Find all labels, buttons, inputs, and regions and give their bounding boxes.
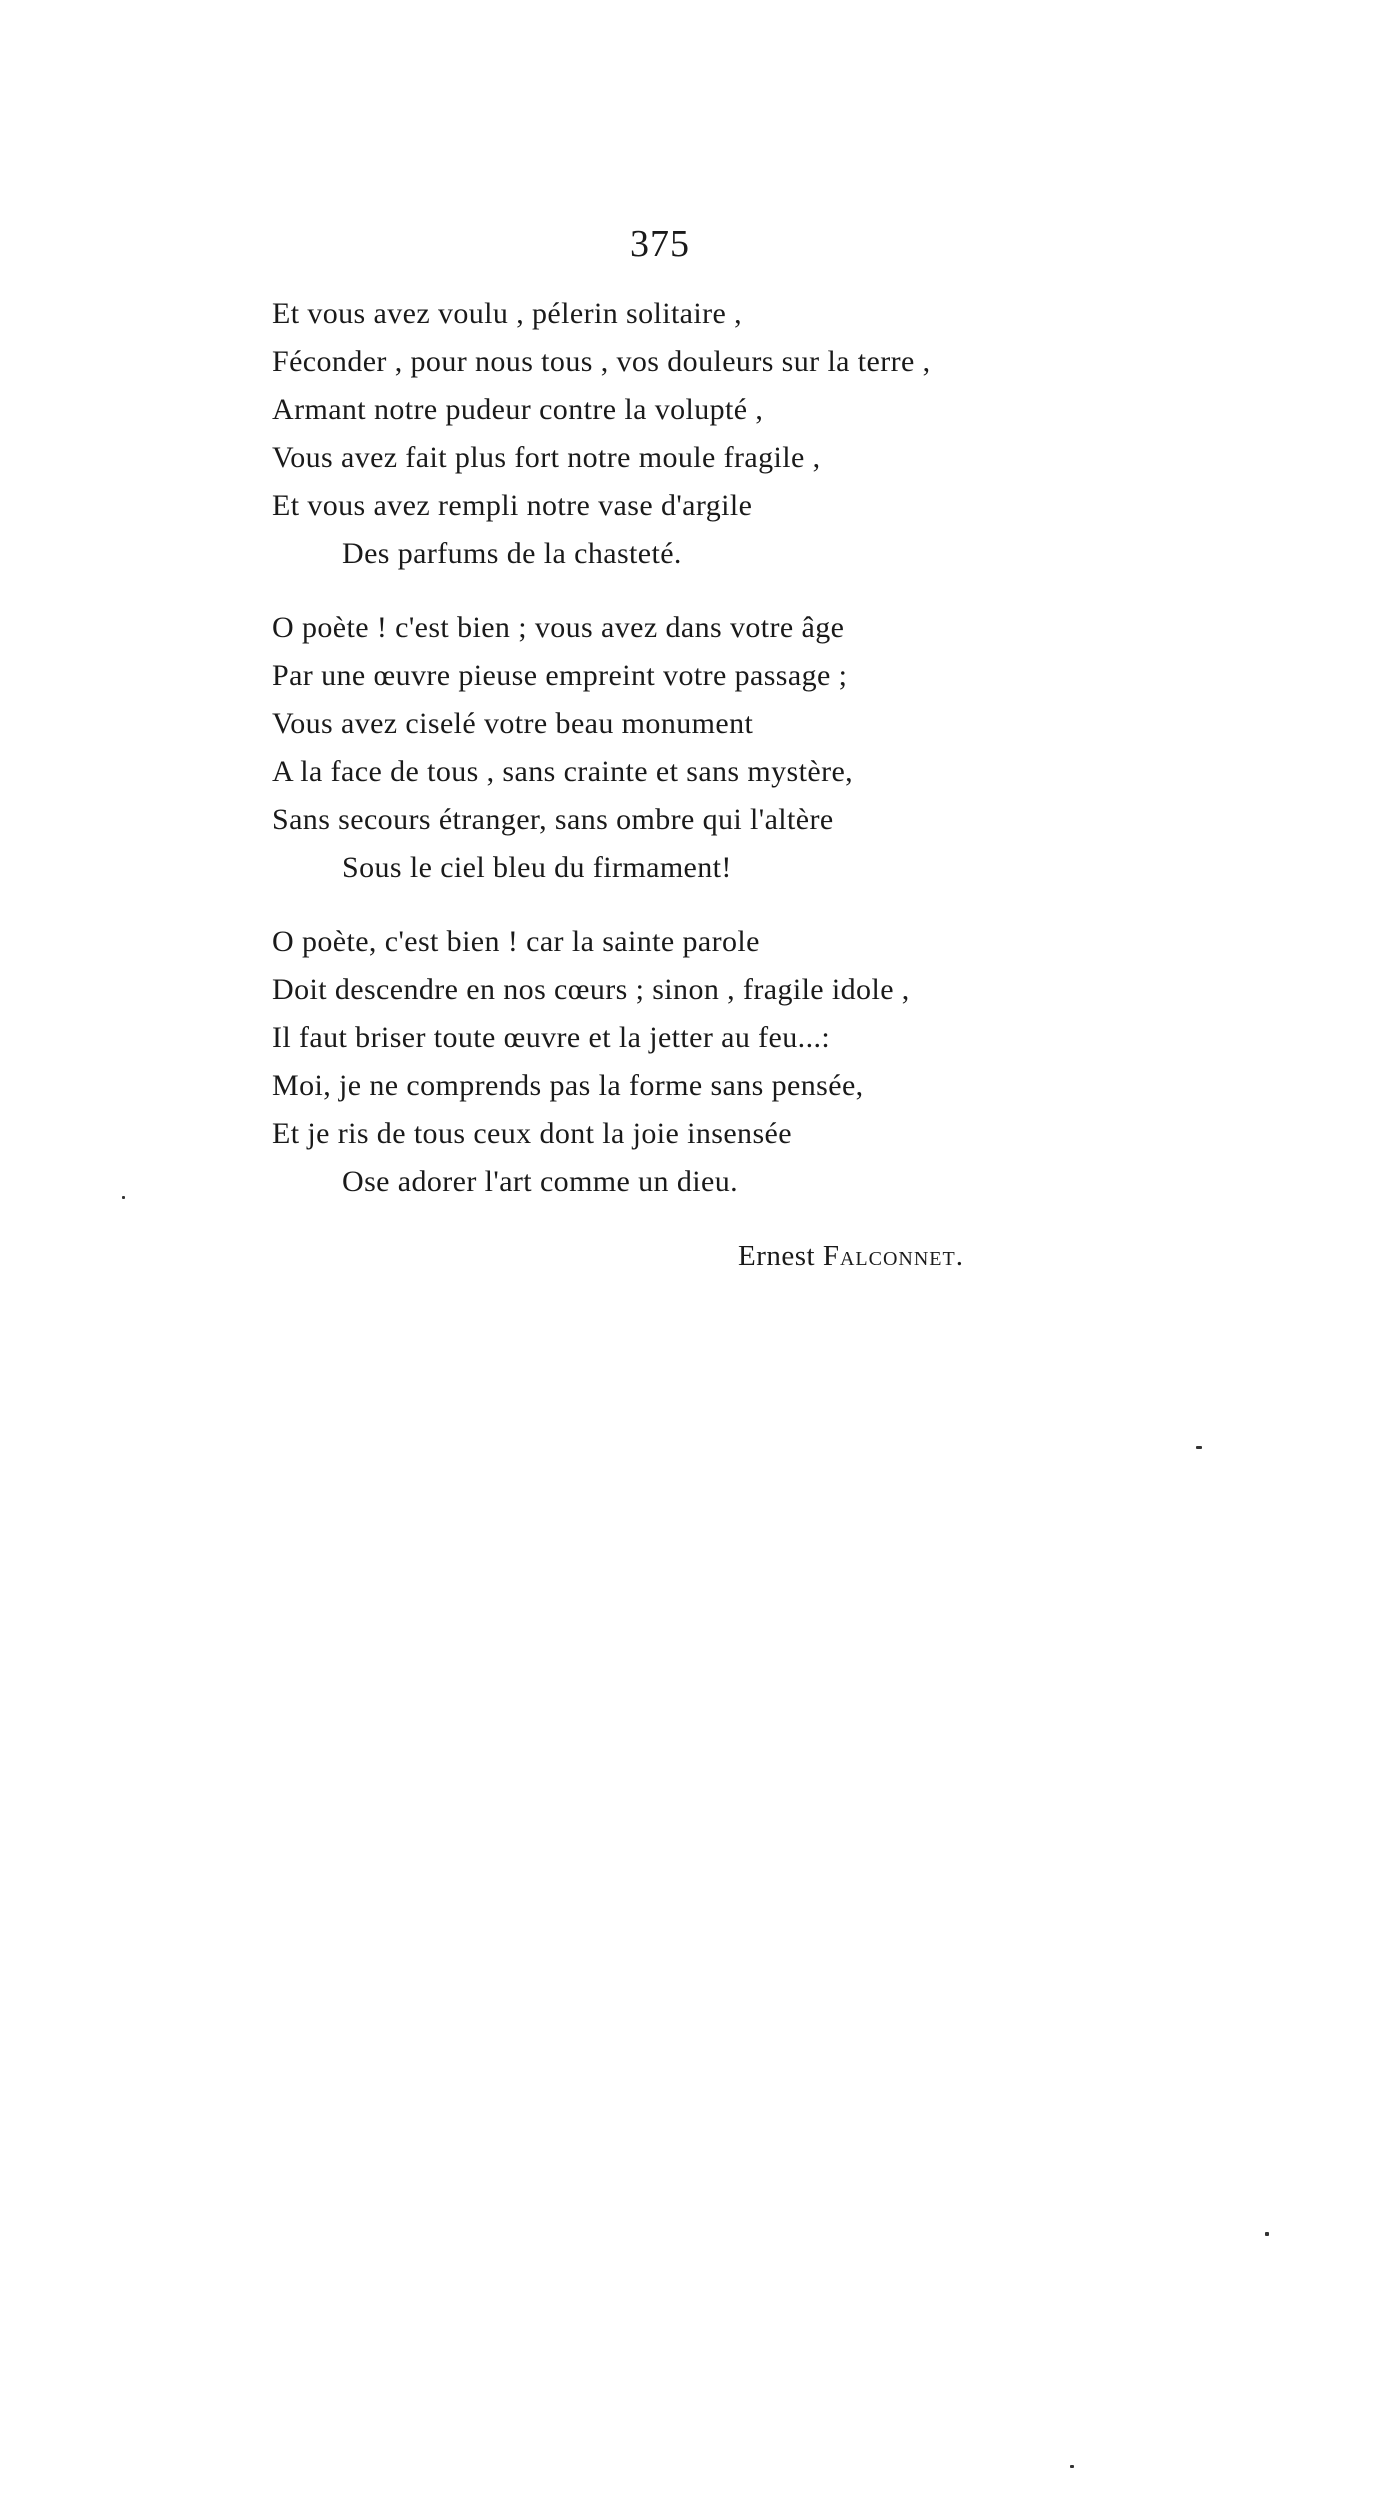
author-surname: Falconnet. xyxy=(822,1240,964,1272)
verse-line: Moi, je ne comprends pas la forme sans pensée, xyxy=(272,1069,864,1102)
verse-line: Et vous avez voulu , pélerin solitaire , xyxy=(272,297,743,330)
author-signature xyxy=(738,1232,964,1280)
stanza-2 xyxy=(272,604,1272,892)
verse-line: A la face de tous , sans crainte et sans mystère, xyxy=(272,755,854,788)
verse-line-indented: Des parfums de la chasteté. xyxy=(342,537,682,570)
verse-line: O poète, c'est bien ! car la sainte parole xyxy=(272,925,760,958)
verse-line-indented: Ose adorer l'art comme un dieu. xyxy=(342,1165,738,1198)
scan-speck xyxy=(1070,2465,1074,2468)
verse-line: Par une œuvre pieuse empreint votre passage ; xyxy=(272,659,848,692)
stanza-3 xyxy=(272,918,1272,1206)
verse-line: Et vous avez rempli notre vase d'argile xyxy=(272,489,753,522)
verse-line: Et je ris de tous ceux dont la joie insensée xyxy=(272,1117,792,1150)
verse-line: Sans secours étranger, sans ombre qui l'altère xyxy=(272,803,834,836)
author-first-name: Ernest xyxy=(738,1240,816,1272)
verse-line: O poète ! c'est bien ; vous avez dans votre âge xyxy=(272,611,845,644)
verse-line-indented: Sous le ciel bleu du firmament! xyxy=(342,851,732,884)
verse-line: Doit descendre en nos cœurs ; sinon , fragile idole , xyxy=(272,973,910,1006)
page-number: 375 xyxy=(630,223,690,265)
verse-line: Vous avez ciselé votre beau monument xyxy=(272,707,754,740)
poem xyxy=(272,290,1272,1232)
scan-speck xyxy=(1265,2232,1269,2236)
verse-line: Armant notre pudeur contre la volupté , xyxy=(272,393,764,426)
stanza-1 xyxy=(272,290,1272,578)
verse-line: Il faut briser toute œuvre et la jetter au feu...: xyxy=(272,1021,831,1054)
verse-line: Féconder , pour nous tous , vos douleurs sur la terre , xyxy=(272,345,931,378)
scan-speck xyxy=(122,1196,125,1199)
scan-speck xyxy=(1196,1446,1202,1449)
verse-line: Vous avez fait plus fort notre moule fragile , xyxy=(272,441,821,474)
